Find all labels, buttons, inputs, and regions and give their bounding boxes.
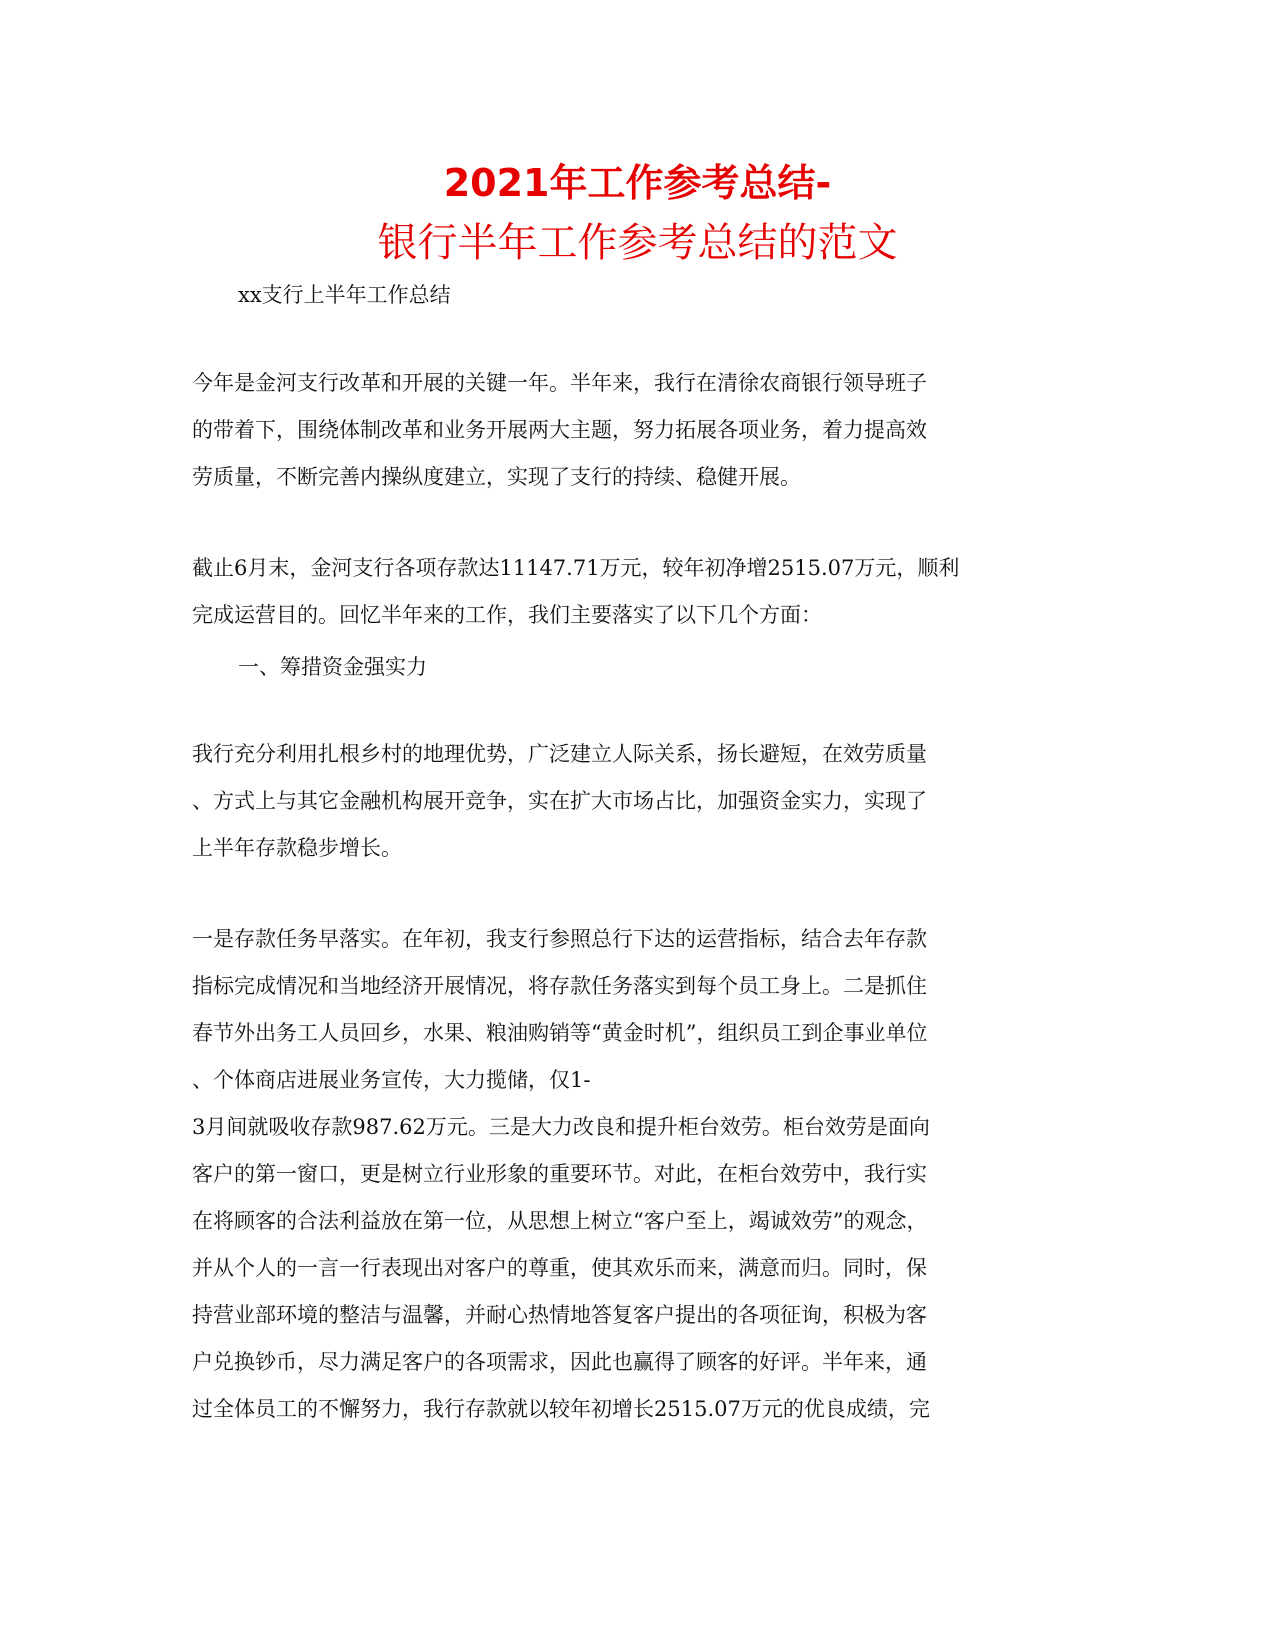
paragraph-line: 春节外出务工人员回乡，水果、粮油购销等“黄金时机”，组织员工到企事业单位	[192, 1021, 928, 1045]
paragraph-advantage	[192, 731, 1072, 872]
paragraph-line: 、个体商店进展业务宣传，大力揽储，仅1-	[192, 1068, 591, 1092]
paragraph-line: 过全体员工的不懈努力，我行存款就以较年初增长2515.07万元的优良成绩，完	[192, 1397, 930, 1421]
paragraph-line: 的带着下，围绕体制改革和业务开展两大主题，努力拓展各项业务，着力提高效	[192, 418, 927, 442]
section-heading: 一、筹措资金强实力	[238, 655, 427, 679]
paragraph-line: 完成运营目的。回忆半年来的工作，我们主要落实了以下几个方面：	[192, 603, 822, 627]
paragraph-line: 截止6月末，金河支行各项存款达11147.71万元，较年初净增2515.07万元，顺利	[192, 556, 960, 580]
paragraph-line: 并从个人的一言一行表现出对客户的尊重，使其欢乐而来，满意而归。同时，保	[192, 1256, 927, 1280]
paragraph-line: 在将顾客的合法利益放在第一位，从思想上树立“客户至上，竭诚效劳”的观念，	[192, 1209, 928, 1233]
paragraph-line: 我行充分利用扎根乡村的地理优势，广泛建立人际关系，扬长避短，在效劳质量	[192, 742, 927, 766]
paragraph-line: 持营业部环境的整洁与温馨，并耐心热情地答复客户提出的各项征询，积极为客	[192, 1303, 927, 1327]
paragraph-deposits	[192, 545, 1072, 639]
paragraph-line: 今年是金河支行改革和开展的关键一年。半年来，我行在清徐农商银行领导班子	[192, 371, 927, 395]
document-subtitle: xx支行上半年工作总结	[238, 283, 451, 307]
paragraph-line: 指标完成情况和当地经济开展情况，将存款任务落实到每个员工身上。二是抓住	[192, 974, 927, 998]
paragraph-line: 3月间就吸收存款987.62万元。三是大力改良和提升柜台效劳。柜台效劳是面向	[192, 1115, 930, 1139]
paragraph-line: 客户的第一窗口，更是树立行业形象的重要环节。对此，在柜台效劳中，我行实	[192, 1162, 927, 1186]
paragraph-line: 一是存款任务早落实。在年初，我支行参照总行下达的运营指标，结合去年存款	[192, 927, 927, 951]
document-title-line-1: 2021年工作参考总结-	[443, 161, 832, 205]
paragraph-line: 户兑换钞币，尽力满足客户的各项需求，因此也赢得了顾客的好评。半年来，通	[192, 1350, 927, 1374]
paragraph-line: 、方式上与其它金融机构展开竞争，实在扩大市场占比，加强资金实力，实现了	[192, 789, 927, 813]
paragraph-intro	[192, 360, 1072, 501]
paragraph-line: 上半年存款稳步增长。	[192, 836, 402, 860]
paragraph-measures	[192, 916, 1072, 1433]
document-title-line-2: 银行半年工作参考总结的范文	[377, 220, 898, 266]
paragraph-line: 劳质量，不断完善内操纵度建立，实现了支行的持续、稳健开展。	[192, 465, 801, 489]
